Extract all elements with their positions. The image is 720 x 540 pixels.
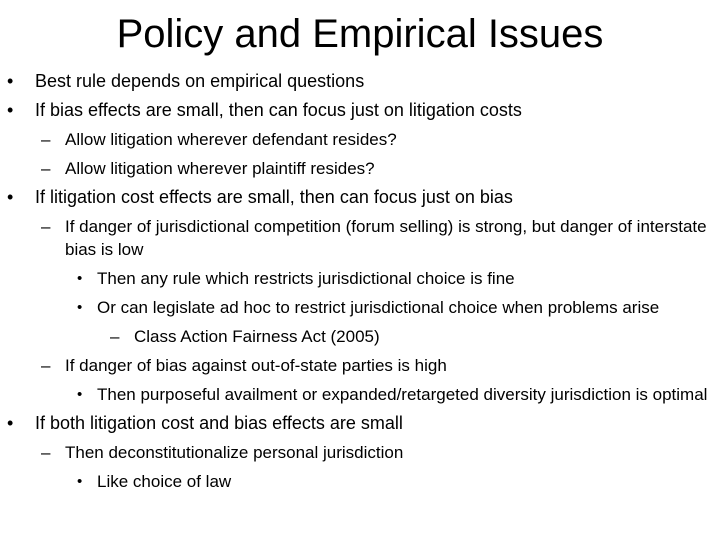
bullet-list xyxy=(0,66,720,493)
bullet-text: If both litigation cost and bias effects are small xyxy=(35,413,403,433)
dash-marker: – xyxy=(41,217,51,236)
bullet-item xyxy=(0,412,720,435)
sub-bullet-item xyxy=(0,441,720,464)
level4-bullet-text: Class Action Fairness Act (2005) xyxy=(134,327,380,346)
sub-bullet-item xyxy=(0,215,720,261)
sub-sub-bullet-item xyxy=(0,383,720,406)
bullet-text: If bias effects are small, then can focus just on litigation costs xyxy=(35,100,522,120)
dash-marker: – xyxy=(41,356,51,375)
bullet-item xyxy=(0,99,720,122)
sub-bullet-text: If danger of jurisdictional competition (forum selling) is strong, but danger of interstate bias is low xyxy=(65,217,707,259)
bullet-marker: • xyxy=(77,270,83,287)
bullet-text: If litigation cost effects are small, then can focus just on bias xyxy=(35,187,513,207)
bullet-marker: • xyxy=(77,473,83,490)
bullet-marker: • xyxy=(77,386,83,403)
sub-bullet-item xyxy=(0,128,720,151)
sub-sub-bullet-text: Then purposeful availment or expanded/retargeted diversity jurisdiction is optimal xyxy=(97,385,708,404)
sub-sub-bullet-item xyxy=(0,267,720,290)
dash-marker: – xyxy=(41,130,51,149)
sub-bullet-text: If danger of bias against out-of-state parties is high xyxy=(65,356,447,375)
bullet-text: Best rule depends on empirical questions xyxy=(35,71,365,91)
dash-marker: – xyxy=(41,443,51,462)
bullet-marker: • xyxy=(7,187,14,207)
bullet-marker: • xyxy=(7,100,14,120)
sub-sub-bullet-text: Like choice of law xyxy=(97,472,232,491)
level4-bullet-item xyxy=(0,325,720,348)
bullet-marker: • xyxy=(77,299,83,316)
sub-sub-bullet-item xyxy=(0,296,720,319)
bullet-item xyxy=(0,186,720,209)
sub-bullet-text: Allow litigation wherever plaintiff resides? xyxy=(65,159,375,178)
bullet-item xyxy=(0,70,720,93)
sub-sub-bullet-item xyxy=(0,470,720,493)
sub-bullet-text: Allow litigation wherever defendant resides? xyxy=(65,130,397,149)
bullet-marker: • xyxy=(7,413,14,433)
sub-bullet-item xyxy=(0,157,720,180)
dash-marker: – xyxy=(110,327,120,346)
dash-marker: – xyxy=(41,159,51,178)
bullet-marker: • xyxy=(7,71,14,91)
sub-bullet-item xyxy=(0,354,720,377)
slide-title: Policy and Empirical Issues xyxy=(116,12,604,56)
sub-bullet-text: Then deconstitutionalize personal jurisdiction xyxy=(65,443,404,462)
sub-sub-bullet-text: Then any rule which restricts jurisdictional choice is fine xyxy=(97,269,515,288)
sub-sub-bullet-text: Or can legislate ad hoc to restrict jurisdictional choice when problems arise xyxy=(97,298,660,317)
